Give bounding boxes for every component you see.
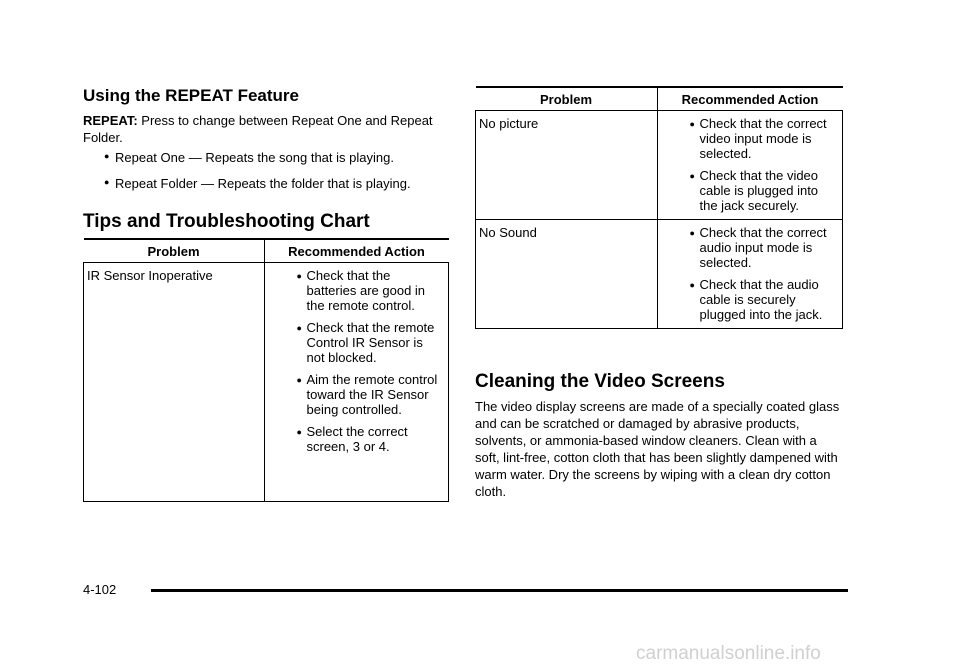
bullet-icon: ● (689, 228, 695, 238)
column-header-problem: Problem (476, 87, 658, 111)
list-item: ● Select the correct screen, 3 or 4. (296, 424, 408, 454)
table-row (84, 263, 449, 502)
column-header-action: Recommended Action (657, 87, 843, 111)
list-item: ● Repeat Folder — Repeats the folder that is playing. (104, 176, 411, 191)
list-item: ● Check that the audio cable is securely plugged into the jack. (689, 277, 823, 322)
bullet-icon: ● (296, 323, 302, 333)
list-item: ● Aim the remote control toward the IR Sensor being controlled. (296, 372, 438, 417)
page-number: 4-102 (83, 582, 117, 597)
list-item: ● Check that the batteries are good in the remote control. (296, 268, 426, 313)
troubleshooting-table (83, 238, 449, 502)
bullet-icon: ● (104, 151, 110, 161)
bullet-icon: ● (296, 271, 302, 281)
bullet-icon: ● (296, 375, 302, 385)
bullet-icon: ● (296, 427, 302, 437)
bullet-icon: ● (689, 119, 695, 129)
troubleshooting-table-continued (475, 86, 843, 329)
list-item: ● Check that the video cable is plugged into the jack securely. (689, 168, 819, 213)
list-item: ● Repeat One — Repeats the song that is playing. (104, 150, 394, 165)
bullet-icon: ● (689, 171, 695, 181)
tips-heading: Tips and Troubleshooting Chart (83, 211, 370, 232)
list-item: ● Check that the correct video input mode is selected. (689, 116, 827, 161)
table-row (476, 220, 843, 329)
action-cell (657, 111, 843, 220)
problem-cell: No Sound (476, 220, 658, 329)
cleaning-body: The video display screens are made of a specially coated glass and can be scratched or damaged by abrasive products, solvents, or ammonia-based window cleaners. Clean with a soft, lint-free, cotton cloth that has been slightly dampened with warm water. Dry the screens by wiping with a clean dry cotton cloth. (475, 399, 840, 499)
problem-cell: IR Sensor Inoperative (84, 263, 265, 502)
watermark: carmanualsonline.info (636, 643, 821, 664)
action-cell (657, 220, 843, 329)
cleaning-heading: Cleaning the Video Screens (475, 371, 725, 392)
column-header-action: Recommended Action (264, 239, 449, 263)
repeat-intro (83, 112, 449, 146)
problem-cell: No picture (476, 111, 658, 220)
list-item: ● Check that the remote Control IR Sensor is not blocked. (296, 320, 435, 365)
repeat-heading: Using the REPEAT Feature (83, 86, 299, 105)
repeat-bullet-list (83, 149, 449, 201)
action-cell (264, 263, 449, 502)
bullet-icon: ● (104, 177, 110, 187)
column-header-problem: Problem (84, 239, 265, 263)
list-item: ● Check that the correct audio input mode is selected. (689, 225, 827, 270)
repeat-lead: REPEAT: (83, 113, 138, 128)
bullet-icon: ● (689, 280, 695, 290)
repeat-intro-text: Press to change between Repeat One and Repeat Folder. (83, 113, 433, 145)
footer-rule (151, 589, 848, 592)
table-row (476, 111, 843, 220)
